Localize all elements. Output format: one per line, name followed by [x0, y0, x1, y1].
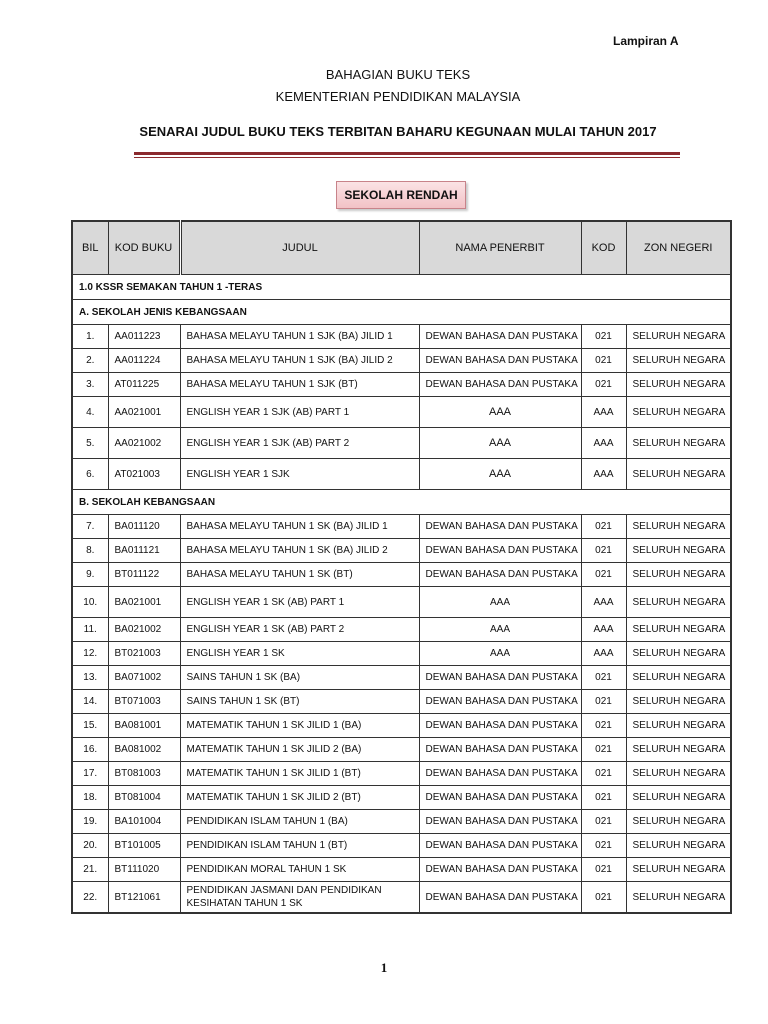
cell-bil: 4.: [72, 397, 108, 428]
cell-kod: 021: [581, 834, 626, 858]
section-label: 1.0 KSSR SEMAKAN TAHUN 1 -TERAS: [72, 275, 731, 300]
table-row: [72, 858, 731, 882]
cell-zon: SELURUH NEGARA: [626, 666, 731, 690]
cell-kod: 021: [581, 882, 626, 914]
cell-penerbit: DEWAN BAHASA DAN PUSTAKA: [419, 882, 581, 914]
cell-penerbit: DEWAN BAHASA DAN PUSTAKA: [419, 714, 581, 738]
cell-kod-buku: BT101005: [108, 834, 180, 858]
cell-bil: 14.: [72, 690, 108, 714]
cell-penerbit: DEWAN BAHASA DAN PUSTAKA: [419, 666, 581, 690]
cell-kod: 021: [581, 714, 626, 738]
cell-kod: 021: [581, 373, 626, 397]
document-title: SENARAI JUDUL BUKU TEKS TERBITAN BAHARU KEGUNAAN MULAI TAHUN 2017: [139, 124, 657, 139]
cell-kod: 021: [581, 563, 626, 587]
cell-penerbit: AAA: [419, 459, 581, 490]
table-row: [72, 397, 731, 428]
table-header-row: [72, 221, 731, 275]
table-row: [72, 459, 731, 490]
cell-bil: 6.: [72, 459, 108, 490]
cell-judul: MATEMATIK TAHUN 1 SK JILID 2 (BA): [180, 738, 419, 762]
cell-judul: ENGLISH YEAR 1 SK: [180, 642, 419, 666]
cell-penerbit: AAA: [419, 397, 581, 428]
cell-penerbit: DEWAN BAHASA DAN PUSTAKA: [419, 834, 581, 858]
cell-kod: 021: [581, 738, 626, 762]
cell-judul: PENDIDIKAN ISLAM TAHUN 1 (BA): [180, 810, 419, 834]
cell-judul: BAHASA MELAYU TAHUN 1 SK (BA) JILID 2: [180, 539, 419, 563]
cell-kod: 021: [581, 349, 626, 373]
cell-penerbit: AAA: [419, 642, 581, 666]
cell-zon: SELURUH NEGARA: [626, 690, 731, 714]
cell-kod-buku: BA011121: [108, 539, 180, 563]
cell-zon: SELURUH NEGARA: [626, 587, 731, 618]
cell-bil: 10.: [72, 587, 108, 618]
col-header-bil: BIL: [72, 221, 108, 275]
cell-bil: 2.: [72, 349, 108, 373]
table-row: [72, 834, 731, 858]
cell-judul: BAHASA MELAYU TAHUN 1 SJK (BT): [180, 373, 419, 397]
cell-judul: BAHASA MELAYU TAHUN 1 SJK (BA) JILID 2: [180, 349, 419, 373]
cell-bil: 15.: [72, 714, 108, 738]
cell-kod-buku: AT011225: [108, 373, 180, 397]
cell-zon: SELURUH NEGARA: [626, 459, 731, 490]
col-header-kod: KOD: [581, 221, 626, 275]
cell-penerbit: DEWAN BAHASA DAN PUSTAKA: [419, 539, 581, 563]
cell-bil: 11.: [72, 618, 108, 642]
cell-kod-buku: BT071003: [108, 690, 180, 714]
cell-kod-buku: BT081004: [108, 786, 180, 810]
cell-judul: PENDIDIKAN MORAL TAHUN 1 SK: [180, 858, 419, 882]
group-label: A. SEKOLAH JENIS KEBANGSAAN: [72, 300, 731, 325]
cell-zon: SELURUH NEGARA: [626, 786, 731, 810]
table-row: [72, 714, 731, 738]
table-row: [72, 786, 731, 810]
table-row: [72, 690, 731, 714]
page-number: 1: [380, 960, 388, 975]
cell-zon: SELURUH NEGARA: [626, 428, 731, 459]
col-header-kod-buku: KOD BUKU: [108, 221, 180, 275]
cell-penerbit: DEWAN BAHASA DAN PUSTAKA: [419, 858, 581, 882]
cell-bil: 22.: [72, 882, 108, 914]
cell-zon: SELURUH NEGARA: [626, 515, 731, 539]
table-row: [72, 539, 731, 563]
table-row: [72, 515, 731, 539]
cell-judul: MATEMATIK TAHUN 1 SK JILID 1 (BT): [180, 762, 419, 786]
cell-judul: ENGLISH YEAR 1 SJK (AB) PART 1: [180, 397, 419, 428]
cell-kod: AAA: [581, 397, 626, 428]
cell-penerbit: DEWAN BAHASA DAN PUSTAKA: [419, 786, 581, 810]
cell-judul: MATEMATIK TAHUN 1 SK JILID 2 (BT): [180, 786, 419, 810]
cell-kod: 021: [581, 539, 626, 563]
cell-kod-buku: AA011224: [108, 349, 180, 373]
cell-zon: SELURUH NEGARA: [626, 858, 731, 882]
cell-judul: BAHASA MELAYU TAHUN 1 SK (BA) JILID 1: [180, 515, 419, 539]
cell-judul: PENDIDIKAN JASMANI DAN PENDIDIKAN KESIHATAN TAHUN 1 SK: [180, 882, 419, 914]
table-row: [72, 738, 731, 762]
cell-kod-buku: BT021003: [108, 642, 180, 666]
cell-penerbit: DEWAN BAHASA DAN PUSTAKA: [419, 515, 581, 539]
cell-kod-buku: BT121061: [108, 882, 180, 914]
cell-bil: 13.: [72, 666, 108, 690]
cell-kod-buku: AA011223: [108, 325, 180, 349]
section-row-kssr: [72, 275, 731, 300]
cell-kod-buku: BA081002: [108, 738, 180, 762]
cell-kod: 021: [581, 325, 626, 349]
cell-bil: 17.: [72, 762, 108, 786]
cell-kod: 021: [581, 762, 626, 786]
cell-judul: ENGLISH YEAR 1 SK (AB) PART 2: [180, 618, 419, 642]
cell-judul: BAHASA MELAYU TAHUN 1 SJK (BA) JILID 1: [180, 325, 419, 349]
cell-bil: 16.: [72, 738, 108, 762]
cell-zon: SELURUH NEGARA: [626, 714, 731, 738]
cell-bil: 7.: [72, 515, 108, 539]
cell-zon: SELURUH NEGARA: [626, 642, 731, 666]
cell-kod-buku: BA011120: [108, 515, 180, 539]
cell-kod: AAA: [581, 587, 626, 618]
cell-kod: AAA: [581, 428, 626, 459]
table-row: [72, 563, 731, 587]
cell-penerbit: DEWAN BAHASA DAN PUSTAKA: [419, 349, 581, 373]
cell-penerbit: DEWAN BAHASA DAN PUSTAKA: [419, 373, 581, 397]
cell-kod-buku: BT011122: [108, 563, 180, 587]
cell-kod: 021: [581, 786, 626, 810]
cell-zon: SELURUH NEGARA: [626, 762, 731, 786]
table-row: [72, 618, 731, 642]
cell-bil: 3.: [72, 373, 108, 397]
table-row: [72, 762, 731, 786]
cell-kod: 021: [581, 810, 626, 834]
ministry-name: KEMENTERIAN PENDIDIKAN MALAYSIA: [275, 89, 521, 104]
cell-bil: 1.: [72, 325, 108, 349]
cell-penerbit: DEWAN BAHASA DAN PUSTAKA: [419, 325, 581, 349]
cell-kod: AAA: [581, 618, 626, 642]
textbook-table: [71, 220, 732, 914]
cell-bil: 20.: [72, 834, 108, 858]
cell-zon: SELURUH NEGARA: [626, 882, 731, 914]
group-row-sk: [72, 490, 731, 515]
section-heading-sekolah-rendah: SEKOLAH RENDAH: [336, 181, 466, 209]
cell-kod-buku: BT081003: [108, 762, 180, 786]
cell-zon: SELURUH NEGARA: [626, 618, 731, 642]
cell-kod-buku: BA021001: [108, 587, 180, 618]
cell-zon: SELURUH NEGARA: [626, 349, 731, 373]
cell-bil: 8.: [72, 539, 108, 563]
cell-bil: 12.: [72, 642, 108, 666]
cell-penerbit: DEWAN BAHASA DAN PUSTAKA: [419, 762, 581, 786]
table-row: [72, 810, 731, 834]
cell-zon: SELURUH NEGARA: [626, 539, 731, 563]
cell-penerbit: DEWAN BAHASA DAN PUSTAKA: [419, 563, 581, 587]
cell-zon: SELURUH NEGARA: [626, 834, 731, 858]
cell-penerbit: AAA: [419, 428, 581, 459]
cell-kod: 021: [581, 515, 626, 539]
cell-kod-buku: BT111020: [108, 858, 180, 882]
cell-zon: SELURUH NEGARA: [626, 325, 731, 349]
cell-bil: 9.: [72, 563, 108, 587]
cell-judul: ENGLISH YEAR 1 SJK (AB) PART 2: [180, 428, 419, 459]
cell-zon: SELURUH NEGARA: [626, 738, 731, 762]
title-rule-thin: [134, 157, 680, 158]
cell-kod: 021: [581, 858, 626, 882]
table-row: [72, 349, 731, 373]
cell-penerbit: DEWAN BAHASA DAN PUSTAKA: [419, 810, 581, 834]
cell-judul: ENGLISH YEAR 1 SK (AB) PART 1: [180, 587, 419, 618]
cell-judul: SAINS TAHUN 1 SK (BT): [180, 690, 419, 714]
cell-kod: 021: [581, 666, 626, 690]
table-row: [72, 642, 731, 666]
col-header-judul: JUDUL: [180, 221, 419, 275]
group-label: B. SEKOLAH KEBANGSAAN: [72, 490, 731, 515]
cell-judul: BAHASA MELAYU TAHUN 1 SK (BT): [180, 563, 419, 587]
table-row: [72, 373, 731, 397]
cell-judul: MATEMATIK TAHUN 1 SK JILID 1 (BA): [180, 714, 419, 738]
cell-judul: ENGLISH YEAR 1 SJK: [180, 459, 419, 490]
cell-bil: 21.: [72, 858, 108, 882]
cell-zon: SELURUH NEGARA: [626, 563, 731, 587]
cell-kod-buku: AA021002: [108, 428, 180, 459]
cell-penerbit: DEWAN BAHASA DAN PUSTAKA: [419, 738, 581, 762]
cell-kod-buku: BA071002: [108, 666, 180, 690]
cell-kod: AAA: [581, 459, 626, 490]
cell-kod-buku: AA021001: [108, 397, 180, 428]
col-header-nama-penerbit: NAMA PENERBIT: [419, 221, 581, 275]
cell-bil: 18.: [72, 786, 108, 810]
table-row: [72, 587, 731, 618]
table-row: [72, 666, 731, 690]
title-rule-thick: [134, 152, 680, 155]
table-row: [72, 428, 731, 459]
cell-judul: PENDIDIKAN ISLAM TAHUN 1 (BT): [180, 834, 419, 858]
department-name: BAHAGIAN BUKU TEKS: [325, 67, 471, 82]
cell-kod-buku: AT021003: [108, 459, 180, 490]
appendix-label: Lampiran A: [613, 34, 679, 48]
cell-zon: SELURUH NEGARA: [626, 810, 731, 834]
cell-kod-buku: BA021002: [108, 618, 180, 642]
cell-penerbit: AAA: [419, 618, 581, 642]
cell-penerbit: DEWAN BAHASA DAN PUSTAKA: [419, 690, 581, 714]
cell-bil: 5.: [72, 428, 108, 459]
cell-bil: 19.: [72, 810, 108, 834]
table-row: [72, 325, 731, 349]
cell-zon: SELURUH NEGARA: [626, 397, 731, 428]
cell-zon: SELURUH NEGARA: [626, 373, 731, 397]
cell-kod-buku: BA101004: [108, 810, 180, 834]
cell-kod: 021: [581, 690, 626, 714]
cell-judul: SAINS TAHUN 1 SK (BA): [180, 666, 419, 690]
col-header-zon-negeri: ZON NEGERI: [626, 221, 731, 275]
cell-kod: AAA: [581, 642, 626, 666]
group-row-sjk: [72, 300, 731, 325]
cell-penerbit: AAA: [419, 587, 581, 618]
cell-kod-buku: BA081001: [108, 714, 180, 738]
table-row: [72, 882, 731, 914]
